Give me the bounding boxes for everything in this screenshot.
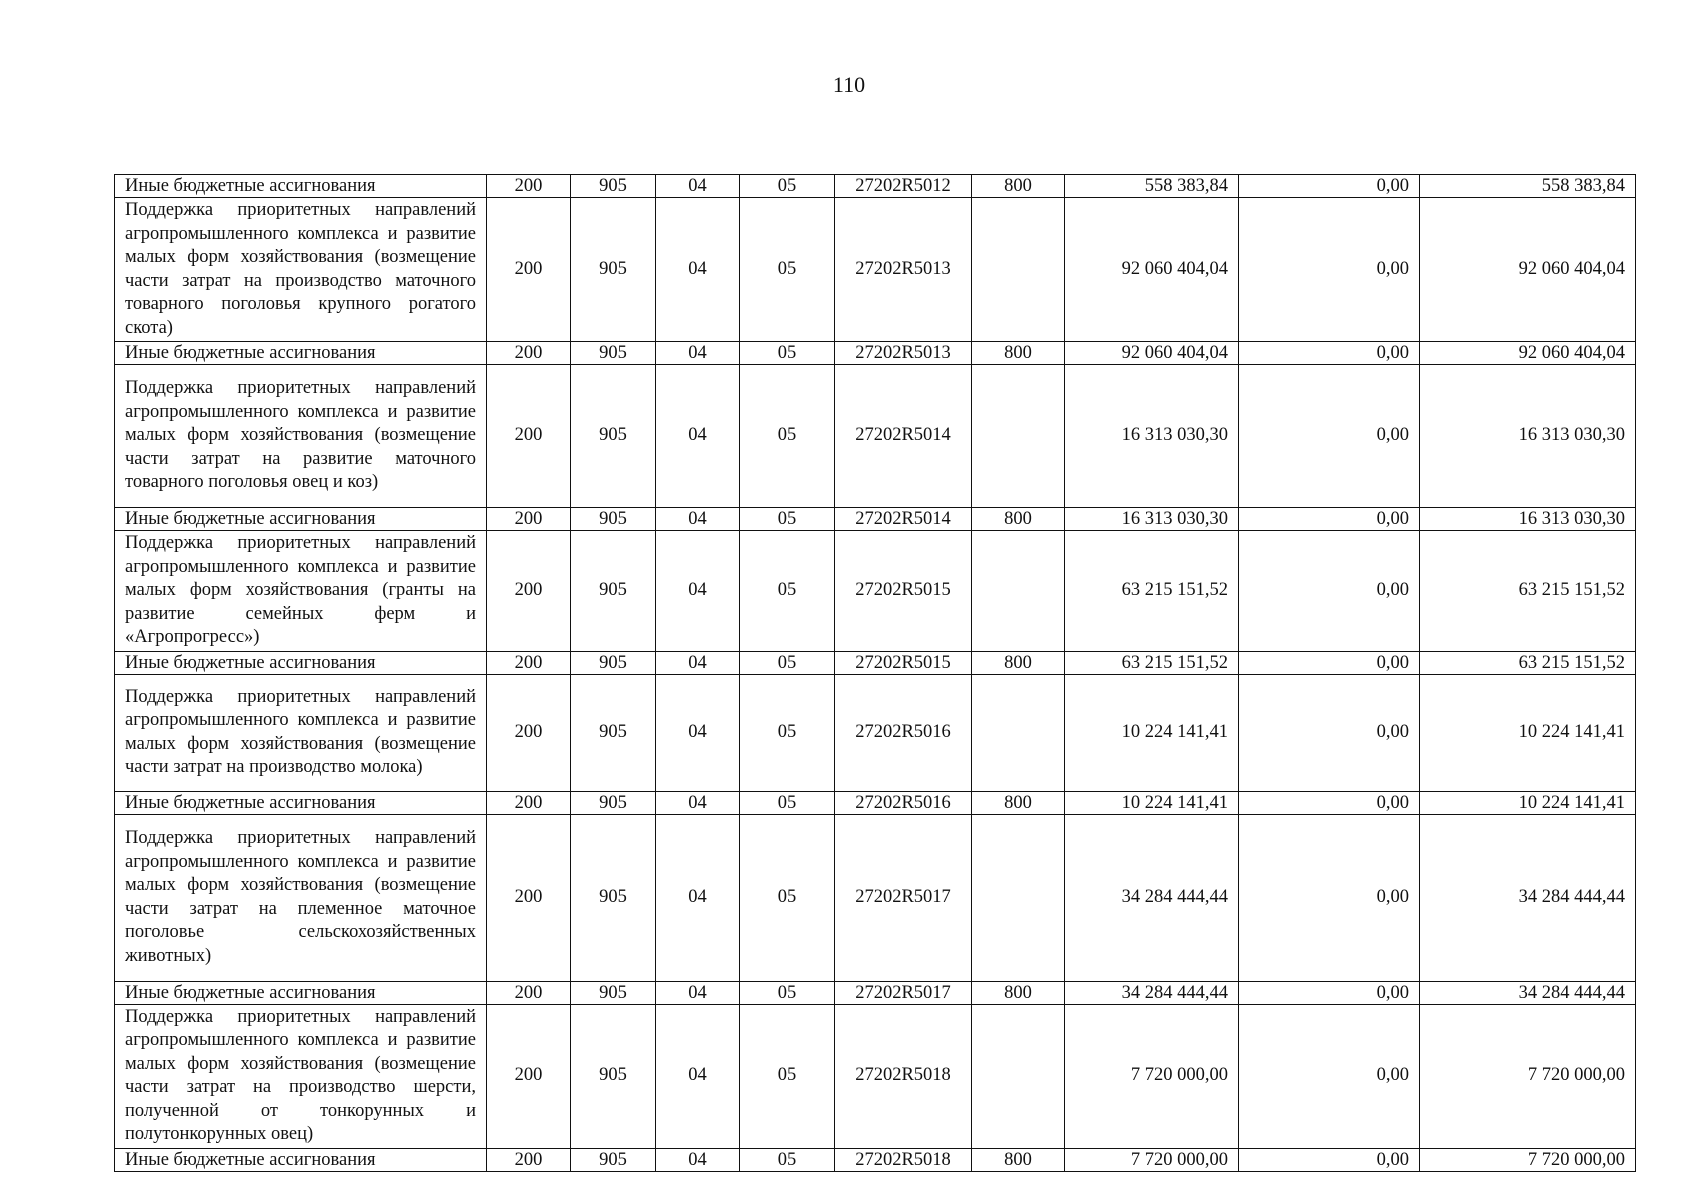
code-cell: 200 xyxy=(487,1148,571,1171)
table-row xyxy=(115,651,1636,674)
row-name-cell: Поддержка приоритетных направлений агропромышленного комплекса и развитие малых форм хозяйствования (возмещение части затрат на производство шерсти, полученной от тонкорунных и полутонкорунных овец) xyxy=(115,1004,487,1148)
amount-cell: 7 720 000,00 xyxy=(1065,1004,1239,1148)
code-cell: 200 xyxy=(487,175,571,198)
code-cell: 200 xyxy=(487,365,571,508)
code-cell: 905 xyxy=(571,198,656,342)
amount-cell: 0,00 xyxy=(1239,814,1420,981)
code-cell: 27202R5014 xyxy=(835,508,972,531)
code-cell: 05 xyxy=(740,531,835,652)
code-cell: 800 xyxy=(972,175,1065,198)
row-name-cell: Поддержка приоритетных направлений агропромышленного комплекса и развитие малых форм хозяйствования (возмещение части затрат на племенное маточное поголовье сельскохозяйственных животных) xyxy=(115,814,487,981)
code-cell: 05 xyxy=(740,674,835,791)
amount-cell: 16 313 030,30 xyxy=(1420,508,1636,531)
code-cell: 800 xyxy=(972,342,1065,365)
table-row xyxy=(115,175,1636,198)
amount-cell: 10 224 141,41 xyxy=(1065,791,1239,814)
code-cell: 200 xyxy=(487,981,571,1004)
table-row xyxy=(115,365,1636,508)
code-cell: 905 xyxy=(571,1004,656,1148)
code-cell: 04 xyxy=(656,508,740,531)
amount-cell: 0,00 xyxy=(1239,508,1420,531)
code-cell: 04 xyxy=(656,981,740,1004)
amount-cell: 63 215 151,52 xyxy=(1420,531,1636,652)
amount-cell: 0,00 xyxy=(1239,651,1420,674)
code-cell: 905 xyxy=(571,981,656,1004)
code-cell: 800 xyxy=(972,508,1065,531)
code-cell: 905 xyxy=(571,531,656,652)
code-cell: 04 xyxy=(656,674,740,791)
code-cell: 905 xyxy=(571,342,656,365)
amount-cell: 0,00 xyxy=(1239,981,1420,1004)
row-name-cell: Иные бюджетные ассигнования xyxy=(115,1148,487,1171)
table-row xyxy=(115,674,1636,791)
code-cell: 27202R5018 xyxy=(835,1004,972,1148)
code-cell xyxy=(972,674,1065,791)
code-cell: 05 xyxy=(740,508,835,531)
row-name-cell: Иные бюджетные ассигнования xyxy=(115,791,487,814)
code-cell: 27202R5015 xyxy=(835,531,972,652)
code-cell: 27202R5013 xyxy=(835,342,972,365)
code-cell: 905 xyxy=(571,175,656,198)
table-row xyxy=(115,981,1636,1004)
code-cell: 27202R5012 xyxy=(835,175,972,198)
code-cell xyxy=(972,1004,1065,1148)
amount-cell: 34 284 444,44 xyxy=(1420,981,1636,1004)
code-cell: 05 xyxy=(740,1148,835,1171)
code-cell: 27202R5017 xyxy=(835,814,972,981)
code-cell xyxy=(972,531,1065,652)
code-cell: 800 xyxy=(972,651,1065,674)
amount-cell: 63 215 151,52 xyxy=(1420,651,1636,674)
amount-cell: 16 313 030,30 xyxy=(1065,508,1239,531)
amount-cell: 34 284 444,44 xyxy=(1065,981,1239,1004)
code-cell: 200 xyxy=(487,814,571,981)
code-cell: 200 xyxy=(487,198,571,342)
code-cell: 04 xyxy=(656,791,740,814)
code-cell xyxy=(972,814,1065,981)
row-name-cell: Иные бюджетные ассигнования xyxy=(115,981,487,1004)
table-row xyxy=(115,1004,1636,1148)
row-name-cell: Поддержка приоритетных направлений агропромышленного комплекса и развитие малых форм хозяйствования (возмещение части затрат на производство молока) xyxy=(115,674,487,791)
budget-table-body xyxy=(115,175,1636,1172)
row-name-cell: Иные бюджетные ассигнования xyxy=(115,175,487,198)
code-cell: 905 xyxy=(571,365,656,508)
code-cell: 200 xyxy=(487,791,571,814)
code-cell: 05 xyxy=(740,981,835,1004)
amount-cell: 7 720 000,00 xyxy=(1065,1148,1239,1171)
amount-cell: 34 284 444,44 xyxy=(1065,814,1239,981)
code-cell: 05 xyxy=(740,365,835,508)
amount-cell: 7 720 000,00 xyxy=(1420,1004,1636,1148)
amount-cell: 16 313 030,30 xyxy=(1065,365,1239,508)
code-cell: 05 xyxy=(740,651,835,674)
code-cell: 04 xyxy=(656,198,740,342)
table-row xyxy=(115,531,1636,652)
amount-cell: 7 720 000,00 xyxy=(1420,1148,1636,1171)
code-cell: 800 xyxy=(972,1148,1065,1171)
amount-cell: 10 224 141,41 xyxy=(1420,674,1636,791)
amount-cell: 558 383,84 xyxy=(1065,175,1239,198)
amount-cell: 16 313 030,30 xyxy=(1420,365,1636,508)
amount-cell: 0,00 xyxy=(1239,531,1420,652)
row-name-cell: Поддержка приоритетных направлений агропромышленного комплекса и развитие малых форм хозяйствования (гранты на развитие семейных ферм и «Агропрогресс») xyxy=(115,531,487,652)
code-cell: 200 xyxy=(487,531,571,652)
amount-cell: 0,00 xyxy=(1239,1148,1420,1171)
table-row xyxy=(115,198,1636,342)
amount-cell: 10 224 141,41 xyxy=(1065,674,1239,791)
code-cell: 905 xyxy=(571,508,656,531)
amount-cell: 0,00 xyxy=(1239,674,1420,791)
code-cell xyxy=(972,198,1065,342)
table-row xyxy=(115,1148,1636,1171)
amount-cell: 0,00 xyxy=(1239,198,1420,342)
code-cell: 905 xyxy=(571,674,656,791)
code-cell: 05 xyxy=(740,342,835,365)
code-cell: 200 xyxy=(487,342,571,365)
code-cell: 04 xyxy=(656,531,740,652)
code-cell: 27202R5013 xyxy=(835,198,972,342)
amount-cell: 10 224 141,41 xyxy=(1420,791,1636,814)
code-cell: 05 xyxy=(740,198,835,342)
page-number: 110 xyxy=(832,72,866,97)
amount-cell: 0,00 xyxy=(1239,342,1420,365)
table-row xyxy=(115,814,1636,981)
code-cell: 27202R5016 xyxy=(835,791,972,814)
code-cell: 04 xyxy=(656,175,740,198)
amount-cell: 34 284 444,44 xyxy=(1420,814,1636,981)
code-cell: 05 xyxy=(740,1004,835,1148)
amount-cell: 0,00 xyxy=(1239,365,1420,508)
amount-cell: 92 060 404,04 xyxy=(1420,342,1636,365)
code-cell: 200 xyxy=(487,1004,571,1148)
code-cell xyxy=(972,365,1065,508)
amount-cell: 63 215 151,52 xyxy=(1065,651,1239,674)
code-cell: 200 xyxy=(487,674,571,791)
amount-cell: 0,00 xyxy=(1239,791,1420,814)
row-name-cell: Иные бюджетные ассигнования xyxy=(115,342,487,365)
code-cell: 800 xyxy=(972,791,1065,814)
code-cell: 905 xyxy=(571,651,656,674)
amount-cell: 0,00 xyxy=(1239,1004,1420,1148)
code-cell: 27202R5018 xyxy=(835,1148,972,1171)
code-cell: 905 xyxy=(571,791,656,814)
code-cell: 04 xyxy=(656,651,740,674)
code-cell: 04 xyxy=(656,1148,740,1171)
code-cell: 04 xyxy=(656,365,740,508)
code-cell: 05 xyxy=(740,791,835,814)
row-name-cell: Поддержка приоритетных направлений агропромышленного комплекса и развитие малых форм хозяйствования (возмещение части затрат на развитие маточного товарного поголовья овец и коз) xyxy=(115,365,487,508)
code-cell: 27202R5017 xyxy=(835,981,972,1004)
amount-cell: 558 383,84 xyxy=(1420,175,1636,198)
row-name-cell: Иные бюджетные ассигнования xyxy=(115,651,487,674)
row-name-cell: Поддержка приоритетных направлений агропромышленного комплекса и развитие малых форм хозяйствования (возмещение части затрат на производство маточного товарного поголовья крупного рогатого скота) xyxy=(115,198,487,342)
code-cell: 200 xyxy=(487,508,571,531)
code-cell: 05 xyxy=(740,175,835,198)
table-row xyxy=(115,791,1636,814)
code-cell: 800 xyxy=(972,981,1065,1004)
row-name-cell: Иные бюджетные ассигнования xyxy=(115,508,487,531)
code-cell: 04 xyxy=(656,1004,740,1148)
code-cell: 27202R5015 xyxy=(835,651,972,674)
budget-table xyxy=(114,174,1636,1172)
amount-cell: 92 060 404,04 xyxy=(1065,342,1239,365)
code-cell: 905 xyxy=(571,1148,656,1171)
code-cell: 200 xyxy=(487,651,571,674)
amount-cell: 92 060 404,04 xyxy=(1420,198,1636,342)
code-cell: 05 xyxy=(740,814,835,981)
amount-cell: 92 060 404,04 xyxy=(1065,198,1239,342)
code-cell: 27202R5014 xyxy=(835,365,972,508)
code-cell: 27202R5016 xyxy=(835,674,972,791)
code-cell: 04 xyxy=(656,814,740,981)
amount-cell: 0,00 xyxy=(1239,175,1420,198)
code-cell: 04 xyxy=(656,342,740,365)
table-row xyxy=(115,508,1636,531)
amount-cell: 63 215 151,52 xyxy=(1065,531,1239,652)
code-cell: 905 xyxy=(571,814,656,981)
table-row xyxy=(115,342,1636,365)
